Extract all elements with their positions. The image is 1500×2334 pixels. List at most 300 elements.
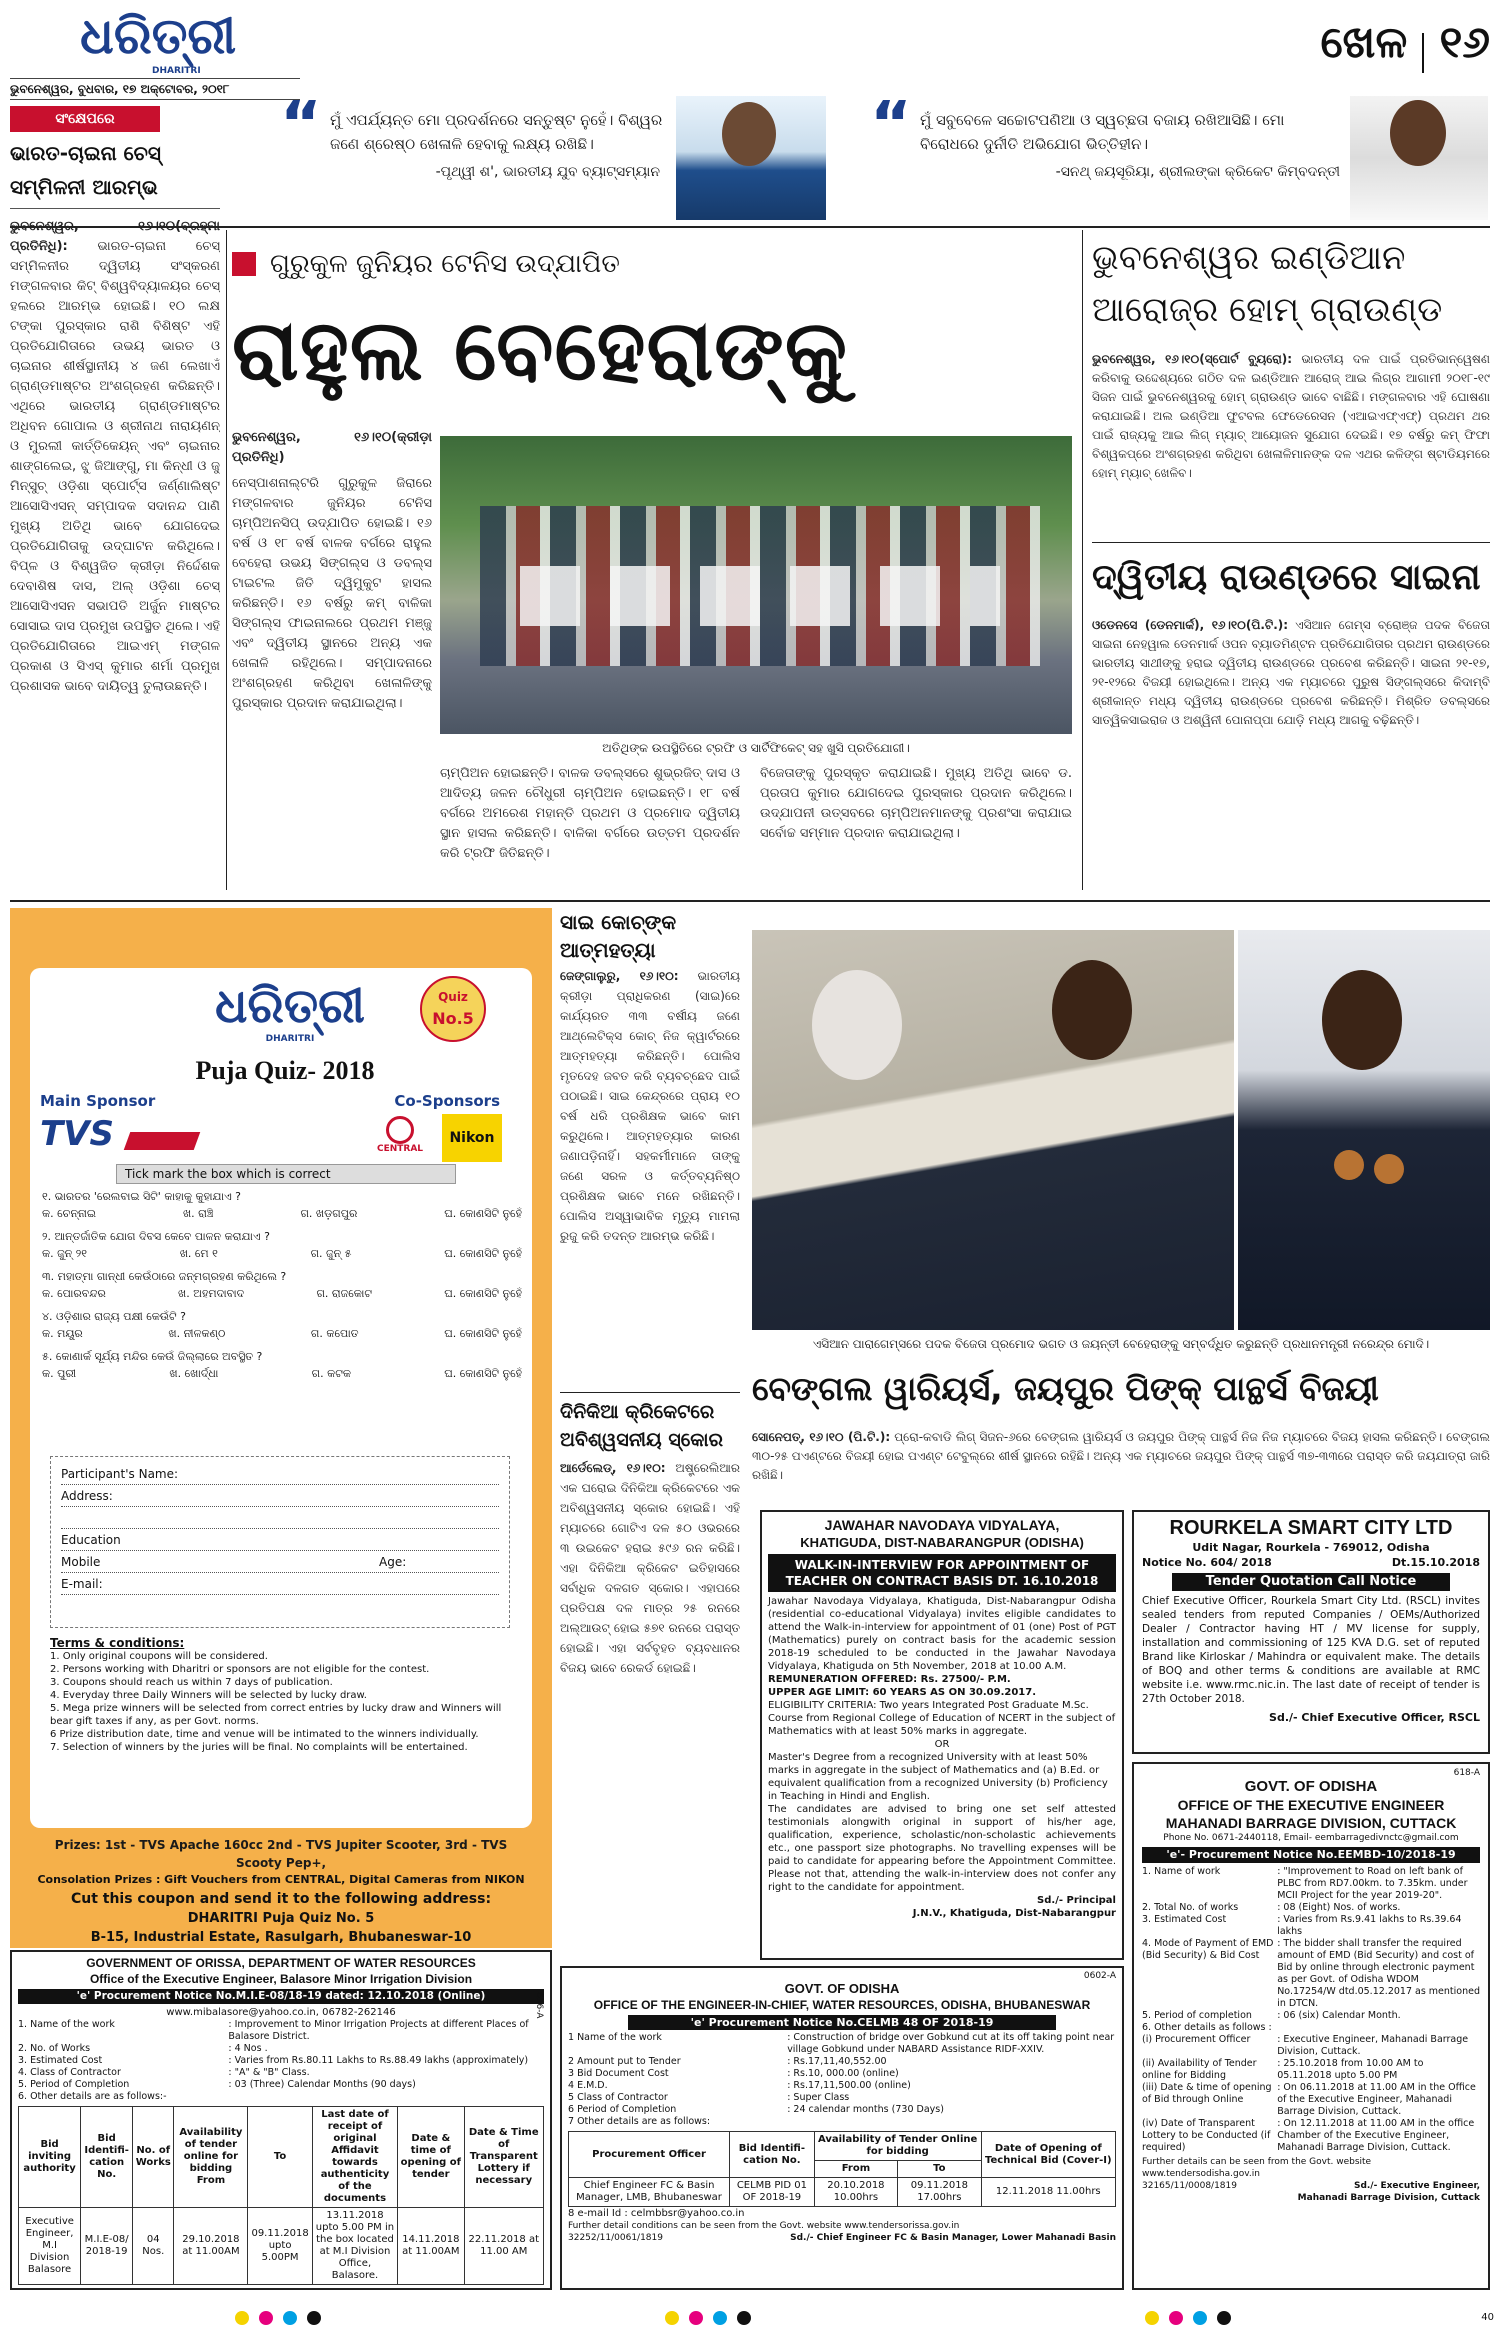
jnv-title-1: JAWAHAR NAVODAYA VIDYALAYA, [824,1517,1060,1533]
item-value: : Super Class [787,2092,850,2103]
item-key: 7 Other details are as follows: [568,2116,711,2127]
option-a[interactable]: କ. ଚେନ୍ନାଇ [42,1207,97,1220]
term-item: 1. Only original coupons will be considered. [50,1651,268,1662]
option-b[interactable]: ଖ. ରାଞ୍ଚି [182,1207,214,1220]
prithvi-photo [676,96,826,220]
quiz-coupon [10,908,552,1928]
co-sponsors-label: Co-Sponsors [394,1092,500,1110]
page-number: ୧୬ [1439,17,1490,68]
quiz-prizes [30,1836,532,1928]
water-td: 20.10.2018 10.00hrs [814,2178,897,2207]
address-field[interactable]: Address: [61,1485,499,1507]
water-th-group: Availability of Tender Online for bidding [814,2132,981,2161]
item-value: : 4 Nos . [228,2043,268,2054]
rscl-notice: Notice No. 604/ 2018 [1142,1556,1272,1569]
term-item: 5. Mega prize winners will be selected from correct entries by lucky draw and Winners will bear gift taxes if any, as per Govt. norms. [50,1703,502,1727]
rscl-ad [1132,1510,1490,1754]
saina-body: ଏସିଆନ ଗେମ୍ସ ବ୍ରୋଞ୍ଜ ପଦକ ବିଜେତା ସାଇନା ନେହୱାଲ ଡେନମାର୍କ ଓପନ ବ୍ୟାଡମିଣ୍ଟନ ପ୍ରତିଯୋଗିତାର ପ୍ରଥମ ରାଉଣ୍ଡରେ ଭାରତୀୟ ସାଥୀଙ୍କୁ ହରାଇ ଦ୍ୱିତୀୟ ରାଉଣ୍ଡରେ ପ୍ରବେଶ କରିଛନ୍ତି। ସାଇନା ୨୧-୧୭, ୨୧-୧୨ରେ ବିଜୟୀ ହୋଇଥିଲେ। ଅନ୍ୟ ଏକ ମ୍ୟାଚରେ ପୁରୁଷ ସିଙ୍ଗଲ୍ସରେ କିଦାମ୍ବି ଶ୍ରୀକାନ୍ତ ମଧ୍ୟ ଦ୍ୱିତୀୟ ରାଉଣ୍ଡରେ ପ୍ରବେଶ କରିଛନ୍ତି। ମିଶ୍ରିତ ଡବଲ୍ସରେ ସାତ୍ୱିକସାଇରାଜ ଓ ଅଶ୍ୱିନୀ ପୋନାପ୍ପା ଯୋଡ଼ି ମଧ୍ୟ ଆଗକୁ ବଢ଼ିଛନ୍ତି। [1092,618,1490,727]
item-key: 1. Name of work [1142,1866,1221,1877]
central-logo [370,1116,430,1164]
kabaddi-body: ପ୍ରୋ-କବାଡି ଲିଗ୍ ସିଜନ-୬ରେ ବେଙ୍ଗଲ ୱାରିୟର୍ସ ଓ ଜୟପୁର ପିଙ୍କ୍ ପାନ୍ଥର୍ସ ନିଜ ନିଜ ମ୍ୟାଚରେ ବିଜୟ ହାସଲ କରିଛନ୍ତି। ବେଙ୍ଗଲ ୩୦-୨୫ ପଏଣ୍ଟରେ ବିଜୟୀ ହୋଇ ପଏଣ୍ଟ ଟେବୁଲ୍‌ରେ ଶୀର୍ଷ ସ୍ଥାନରେ ରହିଛି। ଅନ୍ୟ ଏକ ମ୍ୟାଚରେ ଜୟପୁର ପିଙ୍କ୍ ପାନ୍ଥର୍ସ ୩୭-୩୩ରେ ପରାସ୍ତ କରି ଜୟଯାତ୍ରା ଜାରି ରଖିଛି। [752,1430,1490,1482]
item-value: : 06 (six) Calendar Month. [1277,2010,1401,2021]
list-item [568,2116,1116,2128]
water-email: 8 e-mail Id : celmbbsr@yahoo.co.in [568,2208,745,2219]
option-c[interactable]: ଗ. ଜୁନ୍ ୫ [310,1247,352,1260]
color-dots-right [1140,2310,1236,2329]
mahanadi-bar: 'e'- Procurement Notice No.EEMBD-10/2018-19 [1142,1847,1480,1863]
coach-dateline: ଜେଙ୍ଗାଲୁରୁ, ୧୬।୧୦: [560,969,679,983]
masthead-logo-sub: DHARITRI [152,66,201,76]
jnv-para-3: The candidates are advised to bring one set self attested testimonials alongwith original in support of his/her age, qualification, experience, scholastic/non-scholastic achievements etc., one passport size photographs. No travelling expenses will be paid to candidate for appearing before the Appointment Committee. Please not that, attending the walk-in-interview does not confer any right to the candidate for appointment. [768,1804,1116,1893]
quiz-terms [50,1636,520,1832]
rscl-bar: Tender Quotation Call Notice [1172,1573,1450,1591]
table-row [569,2178,1116,2207]
jnv-para-2: Master's Degree from a recognized University with at least 50% marks in aggregate in the subject of Mathematics and (a) B.Ed. or equivalent qualification from a recognized University (b) Proficiency in Teaching in Hindi and English. [768,1752,1108,1802]
balasore-td: 29.10.2018 at 11.00AM [174,2208,248,2285]
item-key: 1. Name of the work [18,2019,115,2030]
item-value: : "Improvement to Road on left bank of PLBC from RD7.00km. to 7.35km. under MCII Project for the year 2019-20". [1277,1866,1468,1901]
quiz-question [42,1228,522,1262]
brief-tag-box [10,106,160,132]
lead-caption-text: ଅତିଥିଙ୍କ ଉପସ୍ଥିତିରେ ଟ୍ରଫି ଓ ସାର୍ଟିଫିକେଟ୍ ସହ ଖୁସି ପ୍ରତିଯୋଗୀ। [602,741,910,755]
tvs-logo-text: TVS [40,1114,114,1154]
list-item [568,2068,1116,2080]
item-key: 6. Other details are as follows:- [18,2091,167,2102]
water-code: 0602-A [1083,1971,1116,1981]
item-key: 3 Bid Document Cost [568,2068,669,2079]
item-key: (iii) Date & time of opening of Bid through Online [1142,2082,1272,2105]
main-sponsor [40,1092,200,1114]
item-key: 2 Amount put to Tender [568,2056,681,2067]
water-table [568,2131,1116,2207]
list-item [1142,2058,1480,2082]
water-th: To [898,2161,981,2178]
co-sponsors [360,1092,500,1114]
item-value: : Executive Engineer, Mahanadi Barrage Division, Cuttack. [1277,2034,1469,2057]
balasore-ad [10,1950,552,2290]
photo-caption-text: ଏସିଆନ ପାରାଗେମ୍ସରେ ପଦକ ବିଜେତା ପ୍ରମୋଦ ଭଗତ ଓ ଜୟନ୍ତୀ ବେହେରାଙ୍କୁ ସମ୍ବର୍ଦ୍ଧିତ କରୁଛନ୍ତି ପ୍ରଧାନମନ୍ତ୍ରୀ ନରେନ୍ଦ୍ର ମୋଦି। [812,1337,1430,1351]
item-value: : Improvement to Minor Irrigation Projects at different Places of Balasore District. [228,2019,529,2042]
quiz-number-badge [420,976,486,1042]
lead-headline-text: ରାହୁଲ ବେହେରାଙ୍କୁ [232,301,848,399]
quiz-questions [42,1188,522,1448]
tick-instruction [116,1164,456,1184]
mahanadi-title-2: OFFICE OF THE EXECUTIVE ENGINEER [1177,1797,1445,1813]
jnv-bar: WALK-IN-INTERVIEW FOR APPOINTMENT OF TEACHER ON CONTRACT BASIS DT. 16.10.2018 [768,1554,1116,1592]
mahanadi-sign-1: Sd./- Executive Engineer, [1353,2181,1480,2191]
rscl-body: Chief Executive Officer, Rourkela Smart City Ltd. (RSCL) invites sealed tenders from reputed Companies / OEMs/Authorized Dealer / Contractor having HT / MV license for supply, installation and commissioning of 125 KVA D.G. set of reputed Brand like Kirloskar / Mahindra or equivalent make. The details of BOQ and other terms & conditions are available at RMC website i.e. www.rmc.nic.in. The last date of receipt of tender is 27th October 2018. [1142,1595,1480,1705]
jayasuriya-photo [1350,96,1488,220]
item-key: 6 Period of Completion [568,2104,677,2115]
quote-mark-right: “ [870,100,913,160]
lead-col-2 [440,764,740,894]
balasore-th: Bid inviting authority [19,2107,81,2208]
item-value: : Varies from Rs.80.11 Lakhs to Rs.88.49 lakhs (approximately) [228,2055,529,2066]
saina-headline [1092,550,1490,610]
list-item [1142,2082,1480,2118]
cricket-article [560,1458,740,1738]
mahanadi-sign-2: Mahanadi Barrage Division, Cuttack [1297,2193,1480,2203]
item-value: : On 06.11.2018 at 11.00 AM in the Office of the Executive Engineer, Mahanadi Barrage Division, Cuttack. [1277,2082,1476,2117]
list-item [568,2104,1116,2116]
coach-article [560,966,740,1386]
item-key: 5 Class of Contractor [568,2092,668,2103]
lead-caption [440,738,1072,760]
kabaddi-dateline: ସୋନେପତ୍, ୧୬।୧୦ (ପି.ଟି.): [752,1430,891,1444]
quiz-address-2 [10,1928,552,1948]
quiz-logo: ଧରିତ୍ରୀ [215,978,365,1034]
lead-col-3 [760,764,1072,894]
dateline-text: ଭୁବନେଶ୍ୱର, ବୁଧବାର, ୧୭ ଅକ୍ଟୋବର, ୨୦୧୮ [10,82,230,96]
balasore-td: 04 Nos. [133,2208,174,2285]
nikon-logo [442,1114,502,1162]
list-item [1142,2022,1480,2034]
kabaddi-headline [752,1360,1490,1424]
balasore-email: www.mibalasore@yahoo.co.in, 06782-262146 [166,2007,396,2018]
coach-headline-text: ସାଇ କୋଚ୍‌ଙ୍କ ଆତ୍ମହତ୍ୟା [560,910,677,962]
balasore-td: 13.11.2018 upto 5.00 PM in the box located at M.I Division Office, Balasore. [312,2208,397,2285]
item-value: : 24 calendar months (730 Days) [787,2104,944,2115]
item-value: : "A" & "B" Class. [228,2067,310,2078]
jayanti-photo [1238,930,1490,1330]
water-td: CELMB PID 01 OF 2018-19 [730,2178,815,2207]
list-item [568,2080,1116,2092]
item-key: 4. Mode of Payment of EMD (Bid Security) & Bid Cost [1142,1938,1274,1961]
balasore-footer [18,2287,544,2290]
item-value: : On 12.11.2018 at 11.00 AM in the office Chamber of the Executive Engineer, Mahanadi Barrage Division, Cuttack. [1277,2118,1475,2153]
balasore-rows [18,2019,544,2103]
item-value: : Varies from Rs.9.41 lakhs to Rs.39.64 lakhs [1277,1914,1462,1937]
item-key: 2. Total No. of works [1142,1902,1239,1913]
list-item [1142,1866,1480,1902]
table-row [19,2208,544,2285]
water-th: Date of Opening of Technical Bid (Cover-I) [981,2132,1115,2178]
question-text: ୫. କୋଣାର୍କ ସୂର୍ଯ୍ୟ ମନ୍ଦିର କେଉଁ ଜିଲ୍ଲାରେ ଅବସ୍ଥିତ ? [42,1350,263,1363]
option-a[interactable]: କ. ପୋରବନ୍ଦର [42,1287,106,1300]
water-bar: 'e' Procurement Notice No.CELMB 48 OF 2018-19 [628,2015,1056,2030]
list-item [18,2079,544,2091]
masthead-dateline [10,78,300,100]
item-value: : 25.10.2018 from 10.00 AM to 05.11.2018 upto 5.00 PM [1277,2058,1424,2081]
list-item [18,2019,544,2043]
jnv-eligibility: ELIGIBILITY CRITERIA: Two years Integrated Post Graduate M.Sc. Course from Regional College of Education of NCERT in the subject of Mathematics with at least 50% marks in aggregate. [768,1700,1116,1737]
kabaddi-article [752,1428,1490,1504]
balasore-th: To [248,2107,312,2208]
water-sign: Sd./- Chief Engineer FC & Basin Manager, Lower Mahanadi Basin [790,2233,1116,2243]
balasore-th: Date & Time of Transparent Lottery if necessary [464,2107,543,2208]
list-item [1142,1914,1480,1938]
color-dots-left [230,2310,326,2329]
section-name: ଖେଳ [1320,17,1408,68]
quiz-title [130,1054,440,1088]
balasore-th: Date & time of opening of tender [398,2107,464,2208]
water-rows [568,2032,1116,2128]
option-b[interactable]: ଖ. ନୀଳକଣ୍ଠ [168,1327,226,1340]
mahanadi-footer: Further details can be seen from the Govt. website www.tendersodisha.gov.in [1142,2157,1372,2179]
participant-name-field[interactable]: Participant's Name: [61,1463,499,1485]
quote-jayasuriya-text: ମୁଁ ସବୁବେଳେ ସଚ୍ଚୋଟପଣିଆ ଓ ସ୍ୱଚ୍ଛତା ବଜାୟ ରଖିଆସିଛି। ମୋ ବିରୋଧରେ ଦୁର୍ନୀତି ଅଭିଯୋଗ ଭିତ୍ତିହୀନ। [920,111,1285,153]
quote-mark-left: “ [280,100,323,160]
option-d[interactable]: ଘ. କୋଣସିଟି ନୁହେଁ [444,1367,522,1380]
mahanadi-sign-row [1142,2180,1480,2204]
cricket-body: ଅଷ୍ଟ୍ରେଲିଆର ଏକ ଘରୋଇ ଦିନିକିଆ କ୍ରିକେଟରେ ଏକ ଅବିଶ୍ୱସନୀୟ ସ୍କୋର ହୋଇଛି। ଏହି ମ୍ୟାଚରେ ଗୋଟିଏ ଦଳ ୫୦ ଓଭରରେ ୩ ଉଇକେଟ ହରାଇ ୫୯୬ ରନ କରିଛି। ଏହା ଦିନିକିଆ କ୍ରିକେଟ ଇତିହାସରେ ସର୍ବାଧିକ ଦଳଗତ ସ୍କୋର। ଏହାପରେ ପ୍ରତିପକ୍ଷ ଦଳ ମାତ୍ର ୨୫ ରନରେ ଅଲ୍‌ଆଉଟ୍ ହୋଇ ୫୭୧ ରନରେ ପରାସ୍ତ ହୋଇଛି। ଏହା ସର୍ବବୃହତ ବ୍ୟବଧାନର ବିଜୟ ଭାବେ ରେକର୍ଡ ହୋଇଛି। [560,1461,740,1675]
item-key: 5. Period of Completion [18,2079,130,2090]
kicker-square [232,252,256,276]
list-item [1142,1902,1480,1914]
arrows-dateline: ଭୁବନେଶ୍ୱର, ୧୬।୧୦(ସ୍ପୋର୍ଟ ବ୍ୟୁରୋ): [1092,352,1293,366]
balasore-bar: 'e' Procurement Notice No.M.I.E-08/18-19 dated: 12.10.2018 (Online) [18,1989,544,2004]
option-c[interactable]: ଗ. ଖଡ଼ଗପୁର [300,1207,358,1220]
mahanadi-ref: 32165/11/0008/1819 [1142,2181,1237,2191]
option-c[interactable]: ଗ. କପୋତ [310,1327,359,1340]
participant-form [50,1456,510,1628]
saina-headline-text: ଦ୍ୱିତୀୟ ରାଉଣ୍ଡରେ ସାଇନା [1092,557,1481,598]
tvs-logo [40,1114,210,1158]
quote-prithvi-by: -ପୃଥ୍ୱୀ ଶ', ଭାରତୀୟ ଯୁବ ବ୍ୟାଟ୍ସମ୍ୟାନ [435,164,660,180]
item-key: 3. Estimated Cost [1142,1914,1227,1925]
list-item [568,2056,1116,2068]
option-d[interactable]: ଘ. କୋଣସିଟି ନୁହେଁ [444,1207,522,1220]
question-text: ୪. ଓଡ଼ିଶାର ରାଜ୍ୟ ପକ୍ଷୀ କେଉଁଟି ? [42,1310,186,1323]
masthead-logo: ଧରିତ୍ରୀ [80,6,237,65]
arrows-headline [1092,232,1490,346]
mahanadi-title-1: GOVT. OF ODISHA [1244,1778,1378,1795]
arrows-article [1092,350,1490,536]
lead-dateline: ଭୁବନେଶ୍ୱର, ୧୬।୧୦(କ୍ରୀଡ଼ା ପ୍ରତିନିଧି) [232,430,432,465]
list-item [1142,2034,1480,2058]
balasore-table [18,2106,544,2285]
option-d[interactable]: ଘ. କୋଣସିଟି ନୁହେଁ [444,1287,522,1300]
jnv-ad [760,1510,1124,1960]
list-item [568,2092,1116,2104]
main-sponsor-label: Main Sponsor [40,1092,156,1110]
option-d[interactable]: ଘ. କୋଣସିଟି ନୁହେଁ [444,1327,522,1340]
consolation-text: Consolation Prizes : Gift Vouchers from CENTRAL, Digital Cameras from NIKON [37,1873,525,1886]
kabaddi-headline-text: ବେଙ୍ଗଲ ୱାରିୟର୍ସ, ଜୟପୁର ପିଙ୍କ୍ ପାନ୍ଥର୍ସ ବିଜୟୀ [752,1369,1379,1408]
item-value: : 03 (Three) Calendar Months (90 days) [228,2079,416,2090]
lead-kicker-text: ଗୁରୁକୁଳ ଜୁନିୟର ଟେନିସ ଉଦ୍‌ଯାପିତ [270,249,620,279]
water-th: Procurement Officer [569,2132,730,2178]
item-key: (i) Procurement Officer [1142,2034,1251,2045]
mahanadi-phone: Phone No. 0671-2440118, Email- eembarragedivnctc@gmail.com [1163,1833,1459,1843]
lead-body: ନେସ୍ପାଶନାଲ୍ଟରି ଗୁରୁକୁଳ ଜିରାରେ ମଙ୍ଗଳବାର ଜୁନିୟର ଟେନିସ ଚାମ୍ପିଅନସିପ୍ ଉଦ୍‌ଯାପିତ ହୋଇଛି। ୧୬ ବର୍ଷ ଓ ୧୮ ବର୍ଷ ବାଳକ ବର୍ଗରେ ରାହୁଲ ବେହେରା ଉଭୟ ସିଙ୍ଗଲ୍ସ ଓ ଡବଲ୍ସ ଟାଇଟଲ ଜିତି ଦ୍ୱିମୁକୁଟ ହାସଲ କରିଛନ୍ତି। ୧୬ ବର୍ଷରୁ କମ୍ ବାଳିକା ସିଙ୍ଗଲ୍ସ ଫାଇନାଲରେ ପ୍ରଥମ ମଞ୍ଜୁ ଏବଂ ଦ୍ୱିତୀୟ ସ୍ଥାନରେ ଅନ୍ୟ ଏକ ଖେଳାଳି ରହିଥିଲେ। ସମ୍ପାଦନାରେ ଅଂଶଗ୍ରହଣ କରିଥିବା ଖେଳାଳିଙ୍କୁ ପୁରସ୍କାର ପ୍ରଦାନ କରାଯାଇଥିଲା। [232,476,432,711]
coach-headline [560,908,740,964]
option-b[interactable]: ଖ. ଅହମଦାବାଦ [178,1287,245,1300]
jnv-sign-2: J.N.V., Khatiguda, Dist-Nabarangpur [912,1908,1116,1919]
footer-page-number: 40 [1481,2312,1494,2323]
quote-prithvi-text: ମୁଁ ଏପର୍ଯ୍ୟନ୍ତ ମୋ ପ୍ରଦର୍ଶନରେ ସନ୍ତୁଷ୍ଟ ନୁହେଁ। ବିଶ୍ୱର ଜଣେ ଶ୍ରେଷ୍ଠ ଖେଳାଳି ହେବାକୁ ଲକ୍ଷ୍ୟ ରଖିଛି। [330,111,663,153]
option-a[interactable]: କ. ପୁରୀ [42,1367,77,1380]
term-item: 4. Everyday three Daily Winners will be selected by lucky draw. [50,1690,367,1701]
terms-title: Terms & conditions: [50,1636,185,1650]
lead-col-1 [232,428,432,908]
quiz-no-label: Quiz [438,990,468,1004]
item-value: : Rs.17,11,40,552.00 [787,2056,887,2067]
item-value: : Rs.17,11,500.00 (online) [787,2080,911,2091]
balasore-th: Availability of tender online for bidding From [174,2107,248,2208]
quote-jayasuriya [920,108,1340,218]
rscl-notice-row [1142,1555,1480,1570]
list-item [18,2055,544,2067]
quiz-question [42,1348,522,1382]
saina-article [1092,616,1490,896]
option-a[interactable]: କ. ମୟୂର [42,1327,83,1340]
brief-tag: ସଂକ୍ଷେପରେ [55,111,115,127]
arrows-body: ଭାରତୀୟ ଦଳ ପାଇଁ ପ୍ରତିଭାନ୍ୱେଷଣ କରିବାକୁ ଉଦ୍ଦେଶ୍ୟରେ ଗଠିତ ଦଳ ଇଣ୍ଡିଆନ ଆରୋଜ୍ ଆଇ ଲିଗ୍‌ର ଆଗାମୀ ୨୦୧୮-୧୯ ସିଜନ ପାଇଁ ଭୁବନେଶ୍ୱରକୁ ହୋମ୍ ଗ୍ରାଉଣ୍ଡ ଭାବେ ବାଛିଛି। ମଙ୍ଗଳବାର ଏହି ଘୋଷଣା କରାଯାଇଛି। ଅଲ ଇଣ୍ଡିଆ ଫୁଟବଲ ଫେଡେରେସନ (ଏଆଇଏଫ୍‌ଏଫ୍) ପ୍ରଥମ ଥର ପାଇଁ ରାଜ୍ୟକୁ ଆଇ ଲିଗ୍ ମ୍ୟାଚ୍ ଆୟୋଜନ ସୁଯୋଗ ଦେଇଛି। ୧୭ ବର୍ଷରୁ କମ୍ ଫିଫା ବିଶ୍ୱକପ୍‌ରେ ଅଂଶଗ୍ରହଣ କରିଥିବା ଖେଳାଳିମାନଙ୍କ ଦଳ ଏଥର କଳିଙ୍ଗ ଷ୍ଟାଡିୟମରେ ହୋମ୍ ମ୍ୟାଚ୍ ଖେଳିବ। [1092,352,1490,480]
quiz-question [42,1188,522,1222]
water-th: Bid Identifi-cation No. [730,2132,815,2178]
water-th: From [814,2161,897,2178]
list-item [1142,2118,1480,2154]
water-td: 12.11.2018 11.00hrs [981,2178,1115,2207]
rscl-sign: Sd./- Chief Executive Officer, RSCL [1269,1711,1480,1724]
address-line-1: DHARITRI Puja Quiz No. 5 [187,1911,375,1926]
water-ad [560,1966,1124,2290]
balasore-td: 09.11.2018 upto 5.00PM [248,2208,312,2285]
mahanadi-ad [1132,1762,1490,2290]
quiz-title-text: Puja Quiz- 2018 [195,1056,375,1085]
question-text: ୧. ଭାରତର 'ରେଲବାଇ ସିଟି' କାହାକୁ କୁହାଯାଏ ? [42,1190,242,1203]
cricket-headline [560,1398,740,1454]
item-key: 6. Other details as follows : [1142,2022,1272,2033]
quiz-logo-sub: DHARITRI [265,1034,315,1044]
rscl-title: ROURKELA SMART CITY LTD [1169,1517,1453,1539]
print-footer [0,2300,1500,2334]
balasore-td: M.I.E-08/ 2018-19 [81,2208,133,2285]
water-title-2: OFFICE OF THE ENGINEER-IN-CHIEF, WATER RESOURCES, ODISHA, BHUBANESWAR [593,1998,1091,2012]
list-item [1142,2010,1480,2022]
item-key: 2. No. of Works [18,2043,91,2054]
list-item [1142,1938,1480,2010]
brief-body: ଭାରତ-ଚାଇନା ଚେସ୍ ସମ୍ମିଳନୀର ଦ୍ୱିତୀୟ ସଂସ୍କରଣ ମଙ୍ଗଳବାର କିଟ୍ ବିଶ୍ୱବିଦ୍ୟାଳୟର ଚେସ୍ ହଲରେ ଆରମ୍ଭ ହୋଇଛି। ୧୦ ଲକ୍ଷ ଟଙ୍କା ପୁରସ୍କାର ରାଶି ବିଶିଷ୍ଟ ଏହି ପ୍ରତିଯୋଗିତାରେ ଉଭୟ ଭାରତ ଓ ଚାଇନାର ଶୀର୍ଷସ୍ଥାନୀୟ ୪ ଜଣ ଲେଖାଏଁ ଗ୍ରାଣ୍ଡମାଷ୍ଟର ଅଂଶଗ୍ରହଣ କରିଛନ୍ତି। ଏଥିରେ ଭାରତୀୟ ଗ୍ରାଣ୍ଡମାଷ୍ଟର ଅଧିବନ ଗୋପାଲ ଓ ଶ୍ରୀନାଥ ନାରାୟଣନ୍ ଓ ମୁରଲୀ କାର୍ତ୍ତିକେୟନ୍ ଏବଂ ଚାଇନାର ଶାଙ୍ଗଲେଇ, ଝୁ ଜିଆଙ୍ଗୁ, ମା କିନ୍ଧୀ ଓ ଜୁ ମିନ୍ସୁଚ୍ ଓଡ଼ିଶା ସ୍ପୋର୍ଟ୍ସ ଜର୍ଣ୍ଣାଲିଷ୍ଟ ଆସୋସିଏସନ୍ ସମ୍ପାଦକ ସଦାନନ୍ଦ ପାଣି ମୁଖ୍ୟ ଅତିଥି ଭାବେ ଯୋଗଦେଇ ପ୍ରତିଯୋଗିତାକୁ ଉଦ୍‌ଘାଟନ କରିଥିଲେ। ବିପ୍ଳ ଓ ବିଶ୍ୱଜିତ କ୍ରୀଡ଼ା ନିର୍ଦ୍ଦେଶକ ଦେବାଶିଷ ଦାସ, ଅଲ୍ ଓଡ଼ିଶା ଚେସ୍ ଆସୋସିଏସନ ସଭାପତି ଅର୍ଜୁନ ମାଷ୍ଟର ସୋସାଇ ଦାସ ପ୍ରମୁଖ ଉପସ୍ଥିତ ଥିଲେ। ଏହି ପ୍ରତିଯୋଗିତାରେ ଆଇଏମ୍ ମଙ୍ଗଳ ପ୍ରକାଶ ଓ ସିଏସ୍ କୁମାର ଶର୍ମା ପ୍ରମୁଖ ପ୍ରଶାସକ ଭାବେ ଦାୟିତ୍ୱ ତୁଲାଉଛନ୍ତି। [10,239,220,694]
email-field[interactable]: E-mail: [61,1573,499,1595]
lead-body2: ଚାମ୍ପିଅନ ହୋଇଛନ୍ତି। ବାଳକ ଡବଲ୍ସରେ ଶୁଭ୍ରଜିତ୍ ଦାସ ଓ ଆଦିତ୍ୟ ଜଳନ ଚୌଧୁରୀ ଚାମ୍ପିଅନ ହୋଇଛନ୍ତି। ୧୮ ବର୍ଷ ବର୍ଗରେ ଅମରେଶ ମହାନ୍ତି ପ୍ରଥମ ଓ ପ୍ରମୋଦ ଦ୍ୱିତୀୟ ସ୍ଥାନ ହାସଲ କରିଛନ୍ତି। ବାଳିକା ବର୍ଗରେ ଉତ୍ତମ ପ୍ରଦର୍ଶନ କରି ଟ୍ରଫି ଜିତିଛନ୍ତି। [440,766,740,861]
option-b[interactable]: ଖ. ଖୋର୍ଦ୍ଧା [169,1367,219,1380]
list-item [18,2043,544,2055]
item-key: 4 E.M.D. [568,2080,608,2091]
quiz-question [42,1308,522,1342]
option-b[interactable]: ଖ. ମେ ୧ [179,1247,218,1260]
jnv-remuneration: REMUNERATION OFFERED: Rs. 27500/- P.M. [768,1674,1011,1685]
color-dots-mid [660,2310,756,2329]
saina-dateline: ଓଡେନସେ (ଡେନମାର୍କ), ୧୬।୧୦(ପି.ଟି.): [1092,618,1289,632]
item-key: (iv) Date of Transparent Lottery to be Conducted (if required) [1142,2118,1271,2153]
address-line-2[interactable] [61,1507,499,1529]
quote-prithvi [330,108,670,218]
option-d[interactable]: ଘ. କୋଣସିଟି ନୁହେଁ [444,1247,522,1260]
balasore-title-2: Office of the Executive Engineer, Balasore Minor Irrigation Division [89,1972,473,1986]
balasore-code: 616-A [534,1992,544,2019]
jnv-para-1: Jawahar Navodaya Vidyalaya, Khatiguda, Dist-Nabarangpur Odisha (residential co-educational Vidyalaya) invites eligible candidates to attend the Walk-in-interview for appointment of 01 (one) Post of PGT (Mathematics) purely on contract basis for the academic session 2018-19 scheduled to be conducted in the Jawahar Navodaya Vidyalaya, Khatiguda on 5th November, 2018 at 10.00 A.M. [768,1596,1116,1672]
mahanadi-title-3: MAHANADI BARRAGE DIVISION, CUTTACK [1165,1815,1457,1831]
list-item [18,2091,544,2103]
central-logo-text: CENTRAL [376,1144,424,1154]
quiz-no: No.5 [432,1009,474,1028]
balasore-th: Last date of receipt of original Affidavit towards authenticity of the documents [312,2107,397,2208]
cut-coupon-text: Cut this coupon and send it to the following address: [70,1891,492,1907]
water-sign-row [568,2232,1116,2244]
quote-jayasuriya-by: -ସନଥ୍ ଜୟସୂରିୟା, ଶ୍ରୀଲଙ୍କା କ୍ରିକେଟ କିମ୍ବଦନ୍ତୀ [1055,164,1340,180]
coach-body: ଭାରତୀୟ କ୍ରୀଡ଼ା ପ୍ରାଧିକରଣ (ସାଇ)ରେ କାର୍ଯ୍ୟରତ ୩୩ ବର୍ଷୀୟ ଜଣେ ଆଥ୍‌ଲେଟିକ୍ସ କୋଚ୍ ନିଜ କ୍ୱାର୍ଟରରେ ଆତ୍ମହତ୍ୟା କରିଛନ୍ତି। ପୋଲିସ ମୃତଦେହ ଜବତ କରି ବ୍ୟବଚ୍ଛେଦ ପାଇଁ ପଠାଇଛି। ସାଇ କେନ୍ଦ୍ରରେ ପ୍ରାୟ ୧୦ ବର୍ଷ ଧରି ପ୍ରଶିକ୍ଷକ ଭାବେ କାମ କରୁଥିଲେ। ଆତ୍ମହତ୍ୟାର କାରଣ ଜଣାପଡ଼ିନାହିଁ। ସହକର୍ମୀମାନେ ତାଙ୍କୁ ଜଣେ ସରଳ ଓ କର୍ତ୍ତବ୍ୟନିଷ୍ଠ ପ୍ରଶିକ୍ଷକ ଭାବେ ମନେ ରଖିଛନ୍ତି। ପୋଲିସ ଅସ୍ୱାଭାବିକ ମୃତ୍ୟୁ ମାମଲା ରୁଜୁ କରି ତଦନ୍ତ ଆରମ୍ଭ କରିଛି। [560,969,740,1243]
nikon-logo-text: Nikon [449,1130,495,1146]
quiz-question [42,1268,522,1302]
prizes-text: Prizes: 1st - TVS Apache 160cc 2nd - TVS Jupiter Scooter, 3rd - TVS Scooty Pep+, [54,1838,508,1870]
balasore-td: 22.11.2018 at 11.00 AM [464,2208,543,2285]
option-c[interactable]: ଗ. ରାଜକୋଟ [316,1287,373,1300]
tick-text: Tick mark the box which is correct [125,1167,331,1181]
section-head [1270,8,1490,78]
mobile-age-row[interactable] [61,1551,499,1573]
mahanadi-rows [1142,1866,1480,2154]
water-ref: 32252/11/0061/1819 [568,2233,663,2243]
item-value: : The bidder shall transfer the required amount of EMD (Bid Security) and cost of Bid by online through electronic payment as per Govt. of Odisha WDOM No.17254/W dtd.05.12.2017 as mentioned in DTCN. [1277,1938,1480,2009]
term-item: 3. Coupons should reach us within 7 days of publication. [50,1677,333,1688]
lead-kicker [270,244,790,284]
item-value: : Construction of bridge over Gobkund cut at its off taking point near village Gobkund under NABARD Assistance RIDF-XXIV. [787,2032,1115,2055]
balasore-th: Bid Identifi-cation No. [81,2107,133,2208]
option-a[interactable]: କ. ଜୁନ୍ ୨୧ [42,1247,88,1260]
item-value: : Rs.10, 000.00 (online) [787,2068,899,2079]
question-text: ୨. ଆନ୍ତର୍ଜାତିକ ଯୋଗ ଦିବସ କେବେ ପାଳନ କରାଯାଏ ? [42,1230,270,1243]
water-td: 09.11.2018 17.00hrs [898,2178,981,2207]
education-field[interactable]: Education [61,1529,499,1551]
brief-headline: ଭାରତ-ଚାଇନା ଚେସ୍ ସମ୍ମିଳନୀ ଆରମ୍ଭ [10,136,220,209]
jnv-or: OR [934,1739,950,1750]
mahanadi-code: 618-A [1453,1768,1480,1778]
modi-photo [752,930,1234,1330]
cricket-headline-text: ଦିନିକିଆ କ୍ରିକେଟରେ ଅବିଶ୍ୱସନୀୟ ସ୍କୋର [560,1401,724,1451]
brief-dateline: ଭୁବନେଶ୍ୱର, ୧୬।୧୦(ବ୍ରହ୍ମା ପ୍ରତିନିଧି): [10,219,220,254]
jnv-sign-1: Sd./- Principal [1037,1895,1116,1906]
rscl-date: Dt.15.10.2018 [1391,1556,1480,1569]
item-value: : 08 (Eight) Nos. of works. [1277,1902,1401,1913]
item-key: 5. Period of completion [1142,2010,1252,2021]
item-key: (ii) Availability of Tender online for Bidding [1142,2058,1257,2081]
rscl-address: Udit Nagar, Rourkela - 769012, Odisha [1192,1541,1430,1554]
water-td: Chief Engineer FC & Basin Manager, LMB, Bhubaneswar [569,2178,730,2207]
tennis-group-photo [440,436,1072,734]
quiz-logo-block [170,978,410,1052]
lead-body3: ବିଜେତାଙ୍କୁ ପୁରସ୍କୃତ କରାଯାଇଛି। ମୁଖ୍ୟ ଅତିଥି ଭାବେ ଡ. ପ୍ରତାପ କୁମାର ଯୋଗଦେଇ ପୁରସ୍କାର ପ୍ରଦାନ କରିଥିଲେ। ଉଦ୍‌ଯାପନୀ ଉତ୍ସବରେ ଚାମ୍ପିଅନମାନଙ୍କୁ ପ୍ରଶଂସା କରାଯାଇ ସର୍ବୋଚ୍ଚ ସମ୍ମାନ ପ୍ରଦାନ କରାଯାଇଥିଲା। [760,766,1072,841]
age-field[interactable]: Age: [379,1555,407,1569]
question-text: ୩. ମହାତ୍ମା ଗାନ୍ଧୀ କେଉଁଠାରେ ଜନ୍ମଗ୍ରହଣ କରିଥିଲେ ? [42,1270,287,1283]
photo-caption [752,1334,1490,1356]
arrows-headline-text: ଭୁବନେଶ୍ୱର ଇଣ୍ଡିଆନ ଆରୋଜ୍‌ର ହୋମ୍ ଗ୍ରାଉଣ୍ଡ [1092,238,1443,330]
water-title-1: GOVT. OF ODISHA [784,1981,900,1996]
item-key: 4. Class of Contractor [18,2067,121,2078]
term-item: 7. Selection of winners by the juries will be final. No complaints will be entertained. [50,1742,468,1753]
balasore-td: 14.11.2018 at 11.00AM [398,2208,464,2285]
mobile-field[interactable]: Mobile [61,1555,101,1569]
balasore-title-1: GOVERNMENT OF ORISSA, DEPARTMENT OF WATER RESOURCES [86,1956,476,1970]
list-item [18,2067,544,2079]
jnv-title-2: KHATIGUDA, DIST-NABARANGPUR (ODISHA) [800,1535,1084,1550]
term-item: 2. Persons working with Dharitri or sponsors are not eligible for the contest. [50,1664,430,1675]
balasore-td: Executive Engineer, M.I Division Balasore [19,2208,81,2285]
address-line-2-text: B-15, Industrial Estate, Rasulgarh, Bhubaneswar-10 [90,1930,472,1945]
balasore-th: No. of Works [133,2107,174,2208]
brief-article [10,136,220,896]
list-item [568,2032,1116,2056]
item-key: 3. Estimated Cost [18,2055,103,2066]
jnv-age: UPPER AGE LIMIT: 60 YEARS AS ON 30.09.2017. [768,1687,1036,1698]
water-footer: Further detail conditions can be seen from the Govt. website www.tendersorissa.gov.in [568,2221,960,2231]
term-item: 6 Prize distribution date, time and venue will be intimated to the winners individually. [50,1729,479,1740]
item-key: 1 Name of the work [568,2032,662,2043]
cricket-dateline: ଆର୍ଡେଲେଡ୍, ୧୬।୧୦: [560,1461,666,1475]
option-c[interactable]: ଗ. କଟକ [311,1367,351,1380]
lead-headline [232,290,1072,420]
